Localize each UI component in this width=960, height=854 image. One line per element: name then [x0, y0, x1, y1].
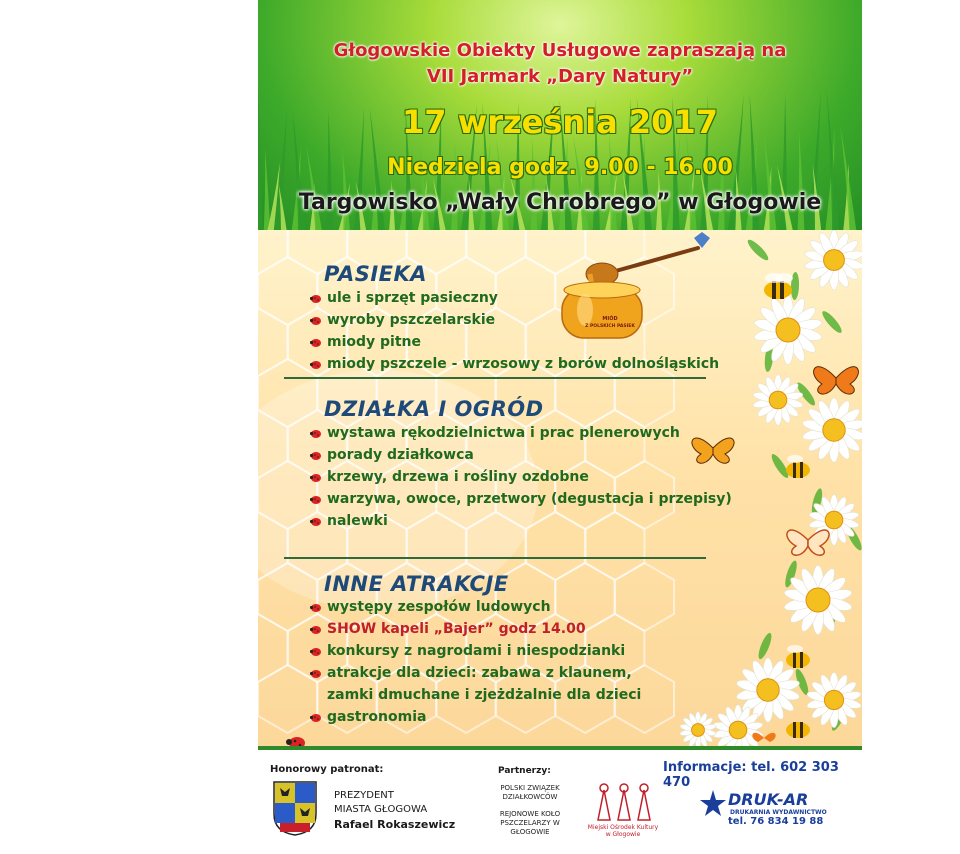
ladybug-icon	[310, 669, 321, 678]
ladybug-icon	[310, 360, 321, 369]
list-item-text: porady działkowca	[327, 447, 474, 463]
list-item-text: ule i sprzęt pasieczny	[327, 290, 498, 306]
daisy-icon	[804, 230, 862, 290]
event-hours: Niedziela godz. 9.00 - 16.00	[387, 155, 733, 180]
list-item	[310, 596, 641, 618]
section-divider	[284, 557, 706, 559]
list-item-text: krzewy, drzewa i rośliny ozdobne	[327, 469, 589, 485]
partner3-line2: w Głogowie	[605, 831, 641, 838]
fair-name: VII Jarmark „Dary Natury”	[426, 66, 694, 87]
list-item-continuation	[310, 684, 641, 706]
section-title-dzialka: DZIAŁKA I OGRÓD	[324, 397, 544, 421]
list-item-text: miody pszczele - wrzosowy z borów dolnośląskich	[327, 356, 720, 372]
ladybug-icon	[310, 338, 321, 347]
ladybug-icon	[310, 316, 321, 325]
butterfly-icon	[752, 733, 775, 742]
partners-label: Partnerzy:	[498, 766, 551, 776]
ladybug-icon	[310, 294, 321, 303]
folk-dancers-logo-icon	[588, 780, 658, 824]
section-list-inne-atrakcje	[310, 596, 641, 728]
butterfly-icon	[692, 438, 734, 463]
ladybug-icon	[310, 495, 321, 504]
info-phone: Informacje: tel. 602 303 470	[663, 760, 839, 790]
green-strip	[258, 746, 862, 750]
ladybug-icon	[310, 517, 321, 526]
list-item	[310, 662, 641, 684]
partner1-line1: POLSKI ZWIĄZEK	[500, 784, 560, 792]
jar-label-line2: Z POLSKICH PASIEK	[585, 324, 635, 329]
ladybug-icon	[310, 713, 321, 722]
ladybug-icon	[310, 625, 321, 634]
butterfly-icon	[814, 367, 859, 394]
ladybug-icon	[310, 429, 321, 438]
butterfly-icon	[787, 530, 829, 555]
event-poster	[258, 0, 862, 854]
ladybug-icon	[310, 473, 321, 482]
daisy-icon	[752, 375, 803, 426]
list-item	[310, 706, 641, 728]
list-item-text: gastronomia	[327, 709, 427, 725]
flower-border-decoration	[658, 230, 862, 750]
printer-subtitle: DRUKARNIA WYDAWNICTWO	[730, 809, 827, 816]
list-item-text: wyroby pszczelarskie	[327, 312, 496, 328]
daisy-icon	[679, 712, 716, 749]
list-item-text: nalewki	[327, 513, 388, 529]
event-date: 17 września 2017	[402, 103, 718, 141]
ladybug-icon	[310, 647, 321, 656]
partner3-line1: Miejski Ośrodek Kultury	[587, 824, 659, 831]
printer-star-icon	[698, 788, 728, 818]
coat-of-arms-icon	[272, 780, 318, 836]
section-title-inne-atrakcje: INNE ATRAKCJE	[324, 572, 509, 596]
section-divider	[284, 377, 706, 379]
list-item-text: występy zespołów ludowych	[327, 599, 551, 615]
partner1-line2: DZIAŁKOWCÓW	[502, 793, 558, 801]
daisy-icon	[801, 398, 862, 462]
patron-label: Honorowy patronat:	[270, 764, 384, 775]
list-item-highlight	[310, 618, 641, 640]
printer-name: DRUK-AR	[728, 790, 809, 809]
partner2-line2: PSZCZELARZY W GŁOGOWIE	[500, 819, 560, 836]
poster-footer	[258, 752, 862, 854]
list-item-text: atrakcje dla dzieci: zabawa z klaunem,	[327, 665, 632, 681]
organizer-invitation: Głogowskie Obiekty Usługowe zapraszają na	[333, 40, 787, 61]
jar-label-line1: MIÓD	[602, 316, 618, 322]
list-item-text: konkursy z nagrodami i niespodzianki	[327, 643, 626, 659]
section-title-pasieka: PASIEKA	[324, 262, 428, 286]
ladybug-icon	[310, 603, 321, 612]
ladybug-icon	[310, 451, 321, 460]
list-item-text: wystawa rękodzielnictwa i prac plenerowych	[327, 425, 680, 441]
list-item-text: warzywa, owoce, przetwory (degustacja i przepisy)	[327, 491, 732, 507]
daisy-icon	[806, 672, 862, 727]
printer-phone: tel. 76 834 19 88	[728, 816, 824, 827]
list-item-text: SHOW kapeli „Bajer” godz 14.00	[327, 621, 586, 637]
list-item-text: zamki dmuchane i zjeżdżalnie dla dzieci	[327, 687, 642, 703]
event-location: Targowisko „Wały Chrobrego” w Głogowie	[298, 190, 822, 215]
patron-line2: MIASTA GŁOGOWA	[334, 804, 428, 815]
patron-line3: Rafael Rokaszewicz	[334, 818, 456, 831]
bee-icon	[764, 273, 793, 299]
bee-icon	[786, 722, 810, 738]
list-item	[310, 640, 641, 662]
partner2-line1: REJONOWE KOŁO	[499, 810, 561, 818]
bee-icon	[786, 645, 810, 668]
list-item-text: miody pitne	[327, 334, 422, 350]
daisy-icon	[753, 296, 823, 365]
patron-line1: PREZYDENT	[334, 790, 394, 801]
bee-icon	[786, 455, 810, 478]
